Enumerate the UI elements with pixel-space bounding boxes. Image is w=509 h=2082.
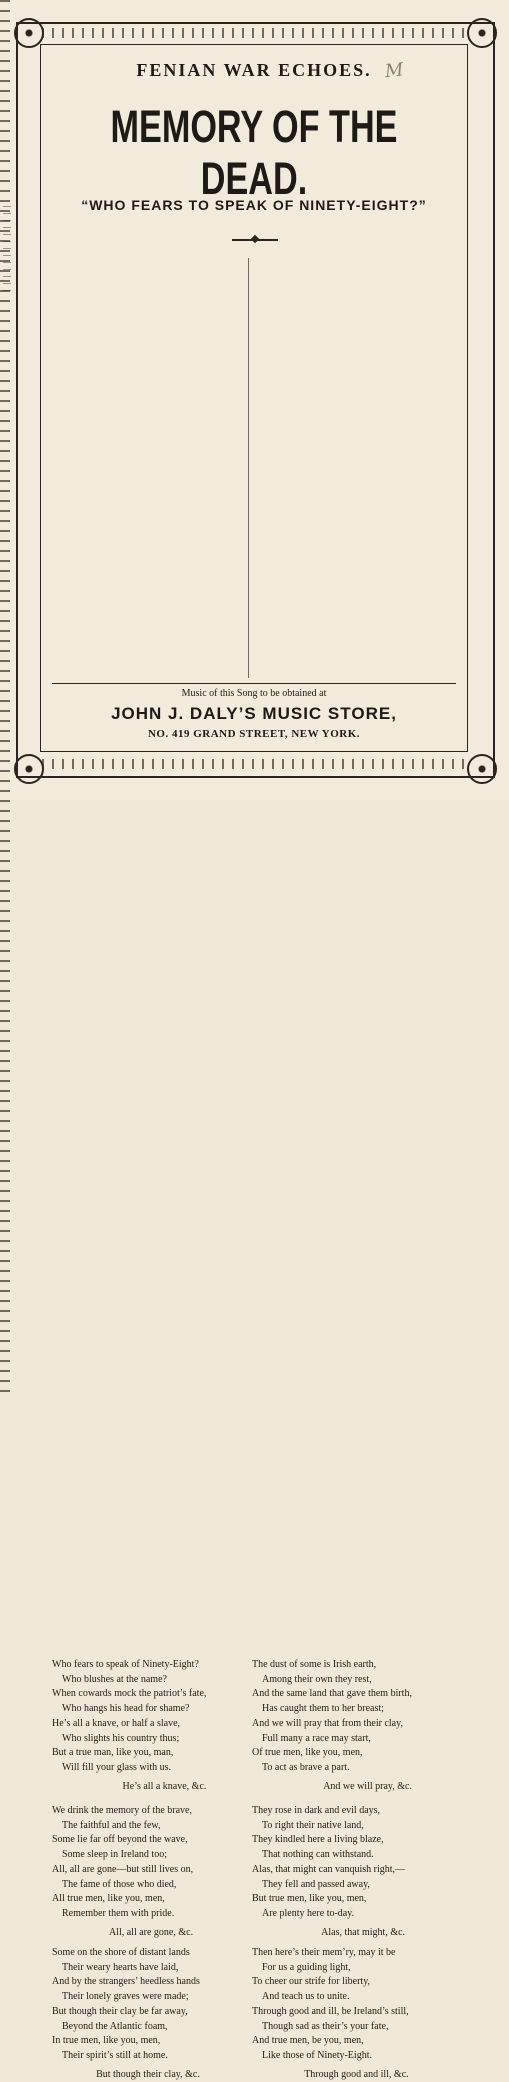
verse-line: But true men, like you, men, (252, 1893, 367, 1905)
stanza (52, 1946, 200, 2082)
verse-line: All, all are gone—but still lives on, (52, 1863, 194, 1875)
song-subtitle: “WHO FEARS TO SPEAK OF NINETY-EIGHT?” (81, 197, 427, 213)
refrain-line: But though their clay, &c. (96, 2068, 200, 2080)
verse-line: Full many a race may start, (262, 1732, 371, 1744)
verse-line: All true men, like you, men, (52, 1893, 165, 1905)
verse-line: And the same land that gave them birth, (252, 1688, 412, 1700)
verse-line: In true men, like you, men, (52, 2035, 161, 2047)
verse-line: Like those of Ninety-Eight. (262, 2049, 372, 2061)
verse-line: Some on the shore of distant lands (52, 1947, 190, 1958)
verse-line: They rose in dark and evil days, (252, 1805, 381, 1816)
publisher-address: NO. 419 GRAND STREET, NEW YORK. (147, 728, 361, 740)
verse-line: Remember them with pride. (62, 1907, 175, 1919)
corner-rosette-icon (14, 754, 44, 784)
verse-line: Some sleep in Ireland too; (62, 1849, 167, 1861)
verse-line: But though their clay be far away, (52, 2005, 188, 2017)
verse-line: They kindled here a living blaze, (252, 1834, 384, 1846)
verse-line: And teach us to unite. (262, 1991, 350, 2003)
stanza (52, 1804, 193, 1940)
border-ornament-right (0, 700, 10, 1400)
stanza (252, 1658, 412, 1794)
verse-line: Will fill your glass with us. (62, 1761, 172, 1773)
verse-line: And by the strangers’ heedless hands (52, 1976, 200, 1988)
refrain-line: Through good and ill, &c. (304, 2068, 409, 2080)
verse-line: Beyond the Atlantic foam, (62, 2020, 168, 2032)
stanza (252, 1946, 409, 2082)
verse-line: When cowards mock the patriot’s fate, (52, 1688, 207, 1700)
verse-line: To right their native land, (262, 1819, 364, 1831)
margin-mark (3, 206, 11, 291)
verse-line: The fame of those who died, (62, 1878, 177, 1890)
stanza (252, 1804, 405, 1940)
music-availability-note: Music of this Song to be obtained at (181, 688, 327, 699)
verse-line: The faithful and the few, (62, 1819, 161, 1831)
verse-line: To cheer our strife for liberty, (252, 1976, 371, 1988)
verse-line: For us a guiding light, (262, 1961, 351, 1973)
verse-line: We drink the memory of the brave, (52, 1805, 192, 1816)
verse-line: Are plenty here to-day. (262, 1907, 355, 1919)
verse-line: Their lonely graves were made; (62, 1991, 189, 2003)
stanza (52, 1658, 206, 1794)
verse-line: Who fears to speak of Ninety-Eight? (52, 1659, 199, 1670)
verse-line: Who blushes at the name? (62, 1673, 167, 1685)
refrain-line: He’s all a knave, &c. (122, 1780, 207, 1792)
verse-line: Their weary hearts have laid, (62, 1961, 179, 1973)
verse-line: They fell and passed away, (262, 1878, 370, 1890)
verse-line: Through good and ill, be Ireland’s still, (252, 2005, 409, 2017)
refrain-line: And we will pray, &c. (323, 1780, 412, 1792)
refrain-line: Alas, that might, &c. (321, 1926, 406, 1938)
verse-line: Who hangs his head for shame? (62, 1703, 190, 1715)
verse-line: Some lie far off beyond the wave, (52, 1834, 188, 1846)
verse-line: Their spirit’s still at home. (62, 2049, 168, 2061)
corner-rosette-icon (467, 18, 497, 48)
verse-line: To act as brave a part. (262, 1761, 350, 1773)
border-ornament-left (0, 0, 10, 700)
verse-line: And true men, be you, men, (252, 2035, 364, 2047)
verse-line: Alas, that might can vanquish right,— (252, 1863, 406, 1875)
refrain-line: All, all are gone, &c. (108, 1926, 194, 1938)
verse-line: But a true man, like you, man, (52, 1747, 174, 1759)
verse-line: Among their own they rest, (262, 1673, 372, 1685)
handwritten-annotation: M (384, 59, 405, 83)
publisher-name: JOHN J. DALY’S MUSIC STORE, (111, 704, 397, 723)
verse-line: Has caught them to her breast; (262, 1703, 384, 1715)
verse-line: And we will pray that from their clay, (252, 1717, 403, 1729)
song-title: MEMORY OF THE DEAD. (110, 101, 398, 204)
verse-line: That nothing can withstand. (262, 1849, 374, 1861)
verse-line: The dust of some is Irish earth, (252, 1659, 377, 1670)
verse-line: Who slights his country thus; (62, 1732, 180, 1744)
ornamental-divider (232, 239, 278, 241)
corner-rosette-icon (467, 754, 497, 784)
verse-line: He’s all a knave, or half a slave, (52, 1717, 181, 1729)
footer-rule (52, 683, 456, 684)
corner-rosette-icon (14, 18, 44, 48)
verse-line: Of true men, like you, men, (252, 1747, 363, 1759)
verse-line: Then here’s their mem’ry, may it be (252, 1947, 396, 1958)
column-separator (248, 258, 249, 678)
verse-line: Though sad as their’s your fate, (262, 2020, 389, 2032)
series-title: FENIAN WAR ECHOES. (136, 60, 372, 80)
